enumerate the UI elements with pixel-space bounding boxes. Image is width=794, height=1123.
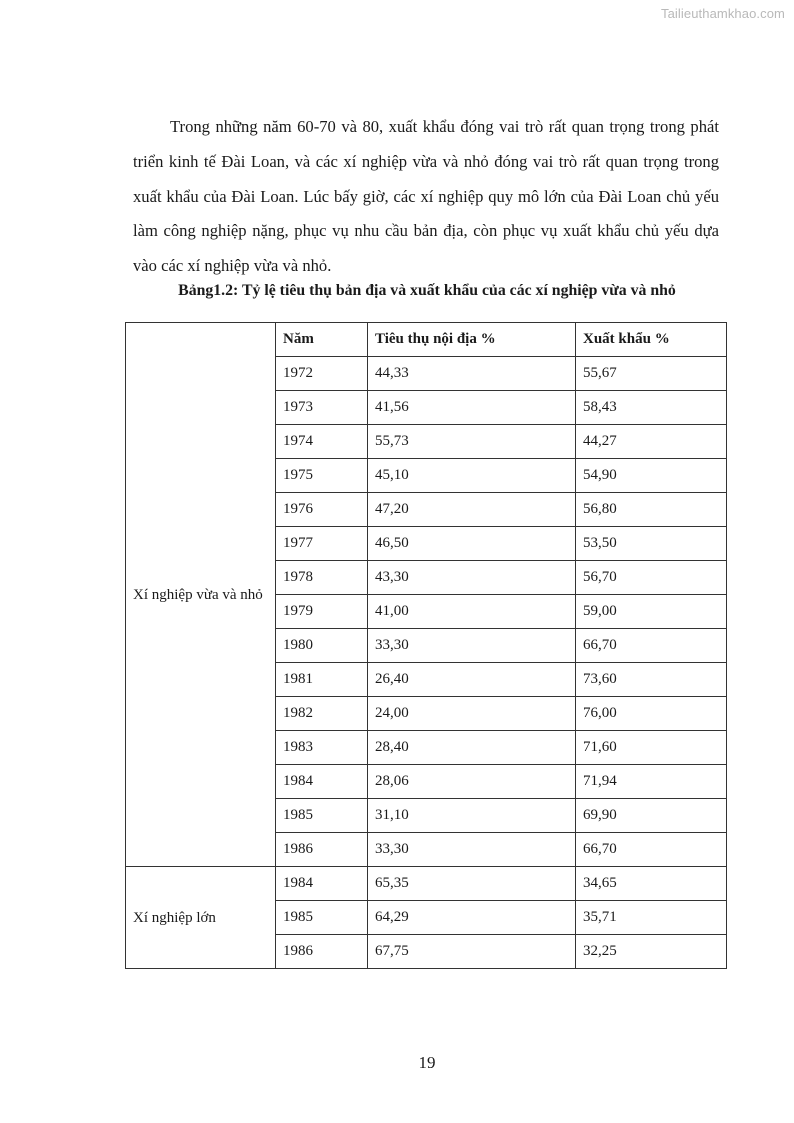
cell-year: 1985 bbox=[276, 901, 368, 935]
cell-year: 1973 bbox=[276, 391, 368, 425]
cell-export: 71,60 bbox=[576, 731, 727, 765]
cell-year: 1975 bbox=[276, 459, 368, 493]
cell-year: 1983 bbox=[276, 731, 368, 765]
cell-export: 56,80 bbox=[576, 493, 727, 527]
cell-export: 59,00 bbox=[576, 595, 727, 629]
cell-export: 58,43 bbox=[576, 391, 727, 425]
cell-domestic: 64,29 bbox=[368, 901, 576, 935]
cell-year: 1986 bbox=[276, 833, 368, 867]
cell-domestic: 43,30 bbox=[368, 561, 576, 595]
header-export: Xuất khẩu % bbox=[576, 323, 727, 357]
cell-year: 1981 bbox=[276, 663, 368, 697]
cell-domestic: 65,35 bbox=[368, 867, 576, 901]
page-number: 19 bbox=[418, 1053, 436, 1072]
cell-export: 54,90 bbox=[576, 459, 727, 493]
cell-domestic: 55,73 bbox=[368, 425, 576, 459]
group-label-sme: Xí nghiệp vừa và nhỏ bbox=[126, 323, 276, 867]
cell-domestic: 33,30 bbox=[368, 833, 576, 867]
cell-year: 1985 bbox=[276, 799, 368, 833]
cell-export: 55,67 bbox=[576, 357, 727, 391]
cell-export: 35,71 bbox=[576, 901, 727, 935]
cell-domestic: 67,75 bbox=[368, 935, 576, 969]
watermark: Tailieuthamkhao.com bbox=[660, 6, 785, 21]
cell-domestic: 41,56 bbox=[368, 391, 576, 425]
group-label-large: Xí nghiệp lớn bbox=[126, 867, 276, 969]
table-body bbox=[126, 323, 727, 969]
export-ratio-table bbox=[125, 322, 727, 969]
cell-domestic: 46,50 bbox=[368, 527, 576, 561]
cell-year: 1986 bbox=[276, 935, 368, 969]
cell-export: 56,70 bbox=[576, 561, 727, 595]
cell-year: 1980 bbox=[276, 629, 368, 663]
cell-domestic: 28,40 bbox=[368, 731, 576, 765]
cell-domestic: 26,40 bbox=[368, 663, 576, 697]
cell-export: 32,25 bbox=[576, 935, 727, 969]
cell-export: 66,70 bbox=[576, 629, 727, 663]
cell-year: 1977 bbox=[276, 527, 368, 561]
cell-domestic: 41,00 bbox=[368, 595, 576, 629]
cell-year: 1984 bbox=[276, 765, 368, 799]
body-paragraph: Trong những năm 60-70 và 80, xuất khẩu đóng vai trò rất quan trọng trong phát triển kinh tế Đài Loan, và các xí nghiệp vừa và nhỏ đóng vai trò rất quan trọng trong xuất khẩu của Đài Loan. Lúc bấy giờ, các xí nghiệp quy mô lớn của Đài Loan chủ yếu làm công nghiệp nặng, phục vụ nhu cầu bản địa, còn phục vụ xuất khẩu chủ yếu dựa vào các xí nghiệp vừa và nhỏ. bbox=[133, 117, 719, 276]
cell-domestic: 47,20 bbox=[368, 493, 576, 527]
cell-domestic: 24,00 bbox=[368, 697, 576, 731]
cell-export: 34,65 bbox=[576, 867, 727, 901]
cell-domestic: 31,10 bbox=[368, 799, 576, 833]
cell-export: 44,27 bbox=[576, 425, 727, 459]
cell-year: 1976 bbox=[276, 493, 368, 527]
cell-year: 1982 bbox=[276, 697, 368, 731]
cell-year: 1978 bbox=[276, 561, 368, 595]
table-header-row bbox=[126, 323, 727, 357]
cell-year: 1979 bbox=[276, 595, 368, 629]
cell-year: 1972 bbox=[276, 357, 368, 391]
table-caption: Bảng1.2: Tỷ lệ tiêu thụ bản địa và xuất khẩu của các xí nghiệp vừa và nhỏ bbox=[178, 282, 676, 299]
cell-export: 66,70 bbox=[576, 833, 727, 867]
header-domestic: Tiêu thụ nội địa % bbox=[368, 323, 576, 357]
cell-export: 71,94 bbox=[576, 765, 727, 799]
cell-year: 1984 bbox=[276, 867, 368, 901]
cell-year: 1974 bbox=[276, 425, 368, 459]
header-year: Năm bbox=[276, 323, 368, 357]
cell-domestic: 45,10 bbox=[368, 459, 576, 493]
cell-export: 76,00 bbox=[576, 697, 727, 731]
cell-domestic: 28,06 bbox=[368, 765, 576, 799]
cell-domestic: 44,33 bbox=[368, 357, 576, 391]
cell-domestic: 33,30 bbox=[368, 629, 576, 663]
cell-export: 73,60 bbox=[576, 663, 727, 697]
cell-export: 53,50 bbox=[576, 527, 727, 561]
table-row bbox=[126, 867, 727, 901]
cell-export: 69,90 bbox=[576, 799, 727, 833]
